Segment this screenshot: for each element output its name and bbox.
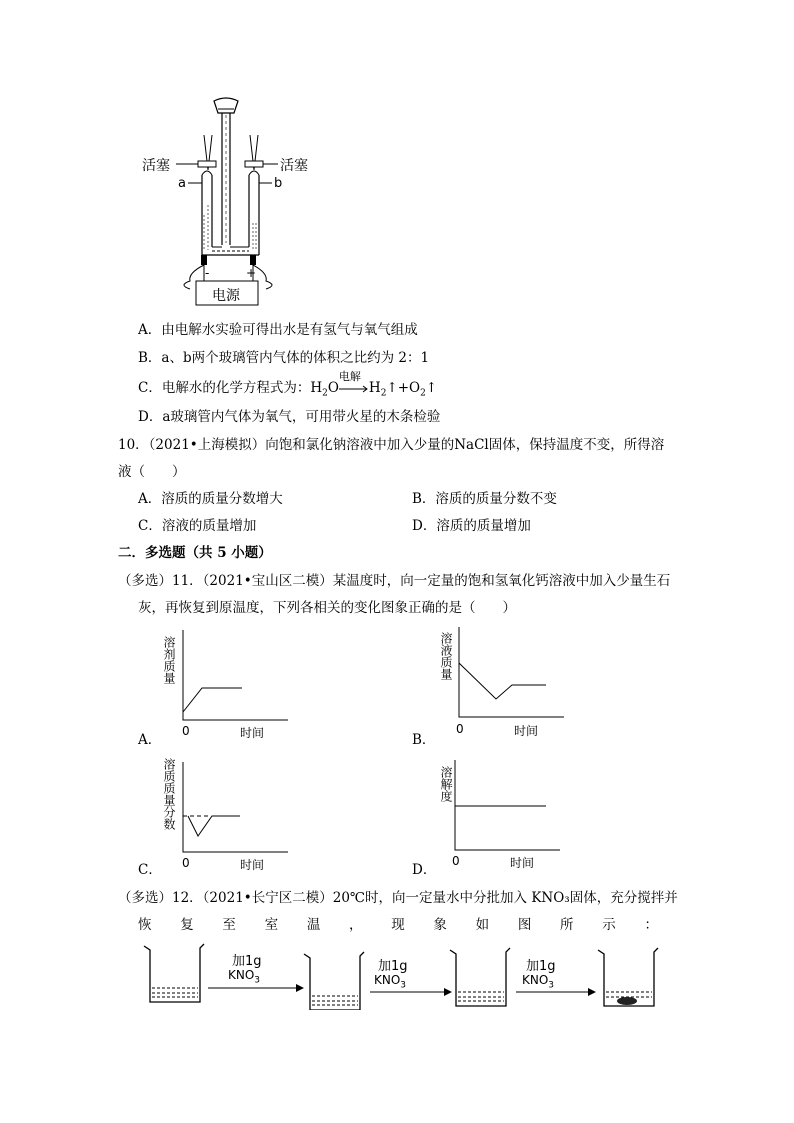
q10-option-a: A．溶质的质量分数增大 <box>138 491 283 507</box>
graph-a-curve <box>183 688 242 712</box>
beaker-1 <box>144 944 204 1002</box>
kno3-text: KNO <box>522 973 549 987</box>
tube-a-label: a <box>178 176 186 191</box>
add-label-3: 加1g <box>526 959 556 974</box>
add-label-2: 加1g <box>378 959 408 974</box>
q9-option-b: B．a、b两个玻璃管内气体的体积之比约为 2：1 <box>138 350 430 366</box>
q12-char: 至 <box>222 917 236 933</box>
q12-char: 所 <box>560 917 574 933</box>
kno3-text: KNO <box>374 973 401 987</box>
q9-option-d: D．a玻璃管内气体为氧气，可用带火星的木条检验 <box>138 409 441 425</box>
electrolysis-apparatus <box>138 95 298 310</box>
graph-d-origin: 0 <box>452 854 460 868</box>
kno3-text: KNO <box>228 968 255 982</box>
graph-b-ylabel: 溶液质量 <box>439 632 453 680</box>
graph-c-ylabel: 溶质质量分数 <box>162 758 176 830</box>
graph-c-curve <box>188 816 240 836</box>
graph-a-option: A． <box>138 732 162 748</box>
q12-char: ， <box>349 917 363 933</box>
graph-a-ylabel: 溶剂质量 <box>162 636 176 684</box>
reaction-condition: 电解 <box>338 370 361 383</box>
kno3-label-2: $KNO_3$ <box>374 973 407 991</box>
graph-b-curve <box>459 663 546 699</box>
q10-option-d: D．溶质的质量增加 <box>412 518 531 534</box>
q12-char: 象 <box>433 917 447 933</box>
q12-char: 如 <box>475 917 490 933</box>
q10-option-b: B．溶质的质量分数不变 <box>412 491 557 507</box>
reaction-arrow <box>339 385 369 393</box>
graph-c-origin: 0 <box>182 856 190 870</box>
q11-stem-line2: 灰，再恢复到原温度，下列各相关的变化图象正确的是（ ） <box>138 600 516 616</box>
q11-stem-line1: （多选）11．（2021•宝山区二模）某温度时，向一定量的饱和氢氧化钙溶液中加入少量生石 <box>118 573 671 589</box>
q10-stem-line1: 10．（2021•上海模拟）向饱和氯化钠溶液中加入少量的NaCl固体，保持温度不变，所得溶 <box>118 437 665 453</box>
graph-c <box>180 760 290 855</box>
graph-a-xlabel: 时间 <box>240 726 265 740</box>
stopcock-right-label: 活塞 <box>280 158 308 174</box>
q12-char: 示 <box>602 917 616 933</box>
q12-char: 室 <box>264 917 279 933</box>
minus-terminal: - <box>205 266 210 280</box>
q12-char: ： <box>644 917 658 933</box>
beaker-3 <box>450 948 510 1006</box>
q10-option-c: C．溶液的质量增加 <box>138 518 257 534</box>
q9-option-c: C．电解水的化学方程式为：$H_2O$ 电解 $H_2↑+O_2↑$ <box>138 370 438 399</box>
graph-a <box>180 628 290 723</box>
q12-stem-line2 <box>138 913 658 933</box>
q9-option-a: A．由电解水实验可得出水是有氢气与氧气组成 <box>138 322 418 338</box>
plus-terminal: + <box>246 266 257 280</box>
q12-char: 恢 <box>138 917 152 933</box>
beaker-4 <box>598 948 658 1006</box>
graph-b <box>456 625 566 720</box>
graph-c-xlabel: 时间 <box>240 858 265 872</box>
q12-char: 复 <box>180 917 194 933</box>
graph-d-ylabel: 溶解度 <box>439 766 453 802</box>
graph-d-option: D． <box>412 862 437 878</box>
kno3-label-1: $KNO_3$ <box>228 968 261 986</box>
graph-d <box>452 758 562 853</box>
stopcock-left-label: 活塞 <box>142 158 170 174</box>
q12-char: 现 <box>391 917 405 933</box>
graph-a-origin: 0 <box>182 724 190 738</box>
q9-option-c-text: C．电解水的化学方程式为：H <box>138 380 323 396</box>
q10-stem-line2: 液（ ） <box>118 464 186 480</box>
graph-d-xlabel: 时间 <box>510 856 535 870</box>
q12-stem-line1: （多选）12．（2021•长宁区二模）20℃时，向一定量水中分批加入 KNO₃固体，充分搅拌并 <box>118 890 678 906</box>
graph-b-xlabel: 时间 <box>514 724 539 738</box>
tube-b-label: b <box>274 176 283 191</box>
add-label-1: 加1g <box>232 954 262 969</box>
power-source-label: 电源 <box>212 288 240 304</box>
undissolved-solid <box>617 997 637 1005</box>
graph-b-option: B． <box>412 732 436 748</box>
graph-c-option: C． <box>138 862 162 878</box>
q12-char: 图 <box>517 917 532 933</box>
beaker-2 <box>304 952 364 1010</box>
section-heading: 二．多选题（共 5 小题） <box>118 545 272 561</box>
graph-b-origin: 0 <box>456 722 464 736</box>
q12-char: 温 <box>306 917 321 933</box>
kno3-label-3: $KNO_3$ <box>522 973 555 991</box>
